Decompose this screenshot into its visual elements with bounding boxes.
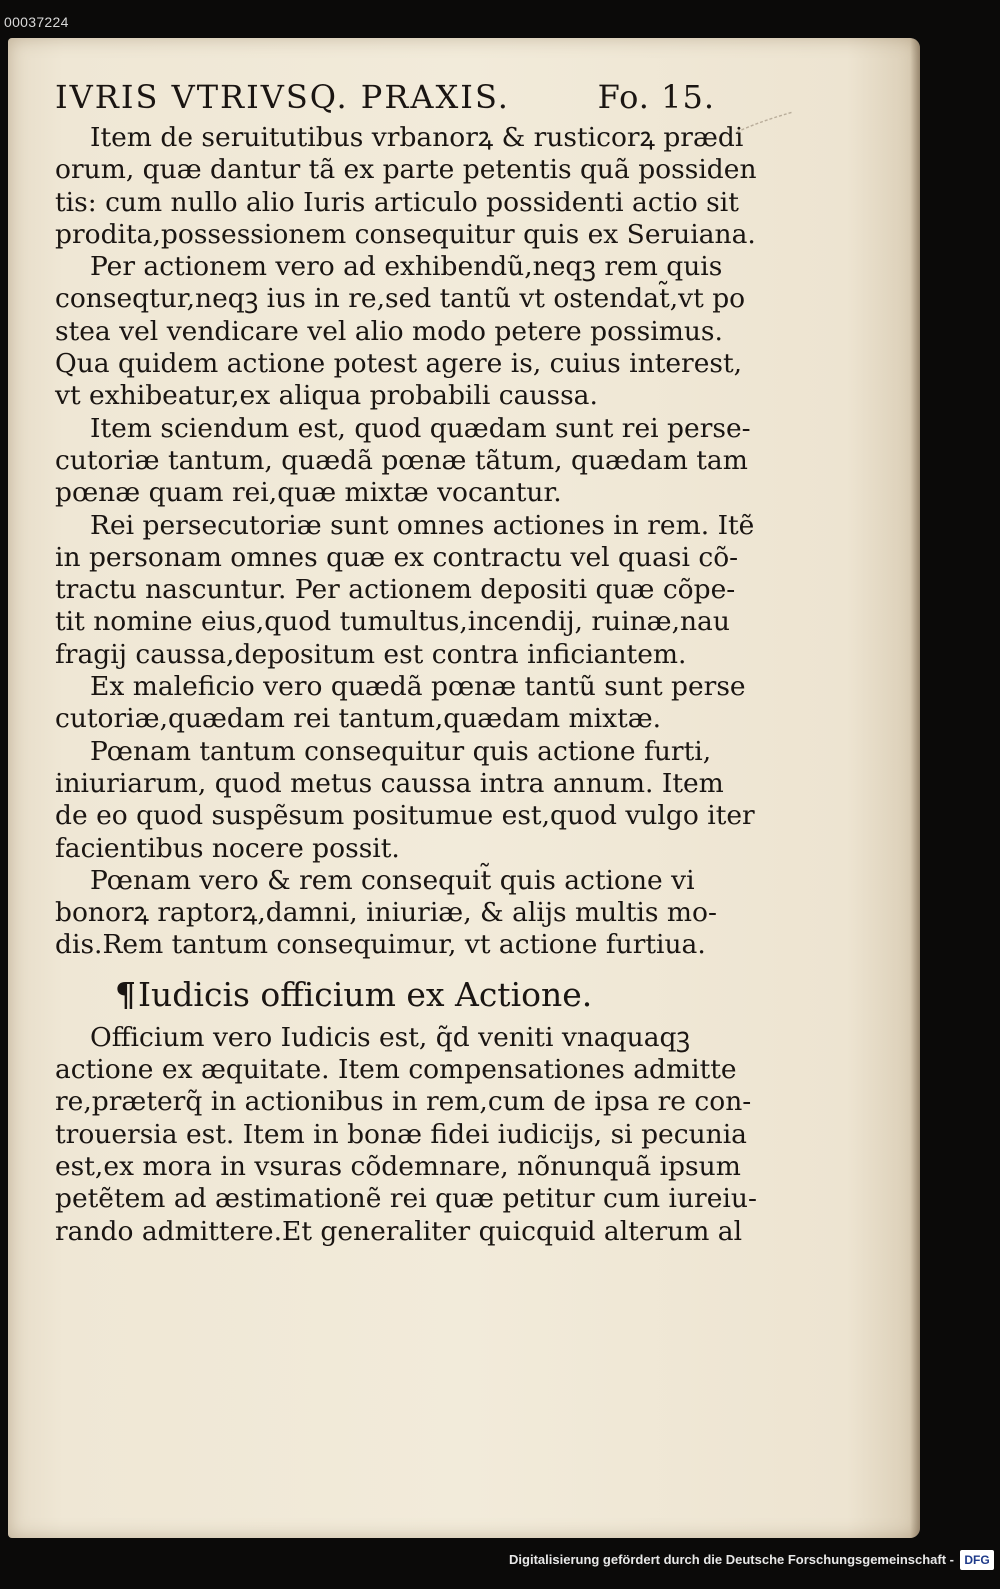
text-line: rando admittere.Et generaliter quicquid alterum al [55, 1215, 743, 1247]
text-line: Per actionem vero ad exhibendũ,neqꝫ rem quis [90, 251, 723, 283]
page-edge-shadow [910, 38, 920, 1538]
dfg-logo: DFG [960, 1550, 994, 1570]
text-line: Ex maleficio vero quædã pœnæ tantũ sunt perse [90, 671, 746, 703]
text-line: est,ex mora in vsuras cõdemnare, nõnunquã ipsum [55, 1150, 741, 1182]
text-line: de eo quod suspẽsum positumue est,quod vulgo iter [55, 800, 755, 832]
text-line: Qua quidem actione potest agere is, cuius interest, [55, 348, 743, 380]
text-line: stea vel vendicare vel alio modo petere possimus. [55, 315, 723, 347]
body-paragraphs [55, 122, 757, 962]
text-line: pœnæ quam rei,quæ mixtæ vocantur. [55, 477, 562, 509]
text-line: orum, quæ dantur tã ex parte petentis quã possiden [55, 154, 757, 186]
text-line: Pœnam vero & rem consequit̃ quis actione vi [90, 864, 695, 896]
text-line: iniuriarum, quod metus caussa intra annum. Item [55, 767, 724, 799]
section-heading-text: Iudicis officium ex Actione. [138, 974, 593, 1014]
section-heading [55, 972, 720, 1018]
text-line: actione ex æquitate. Item compensationes admitte [55, 1054, 737, 1086]
text-line: cutoriæ tantum, quædã pœnæ tãtum, quædam tam [55, 444, 748, 476]
text-line: Officium vero Iudicis est, q̃d veniti vnaquaqꝫ [90, 1021, 691, 1053]
funding-credit: Digitalisierung gefördert durch die Deutsche Forschungsgemeinschaft - [509, 1552, 954, 1567]
text-line: facientibus nocere possit. [55, 832, 400, 864]
text-line: tit nomine eius,quod tumultus,incendij, ruinæ,nau [55, 606, 730, 638]
folio-number: Fo. 15. [597, 78, 715, 116]
text-line: conseqtur,neqꝫ ius in re,sed tantũ vt ostendat̃,vt po [55, 283, 746, 315]
text-line: petẽtem ad æstimationẽ rei quæ petitur cum iureiu- [55, 1183, 757, 1215]
text-line: trouersia est. Item in bonæ fidei iudicijs, si pecunia [55, 1118, 747, 1150]
body-paragraphs-2 [55, 1021, 757, 1248]
text-line: cutoriæ,quædam rei tantum,quædam mixtæ. [55, 703, 662, 735]
text-line: Pœnam tantum consequitur quis actione furti, [90, 735, 712, 767]
text-block [55, 122, 757, 1248]
text-line: Rei persecutoriæ sunt omnes actiones in rem. Itẽ [90, 509, 755, 541]
text-line: tis: cum nullo alio Iuris articulo possidenti actio sit [55, 186, 739, 218]
pencil-mark [735, 110, 795, 134]
text-line: re,præterq̃ in actionibus in rem,cum de ipsa re con- [55, 1086, 752, 1118]
text-line: vt exhibeatur,ex aliqua probabili caussa. [55, 380, 598, 412]
running-head-title: IVRIS VTRIVSQ. PRAXIS. [55, 78, 510, 116]
scan-identifier: 00037224 [4, 14, 69, 30]
text-line: tractu nascuntur. Per actionem depositi quæ cõpe- [55, 574, 736, 606]
text-line: fragij caussa,depositum est contra inficiantem. [55, 638, 687, 670]
text-line: bonorꝝ raptorꝝ,damni, iniuriæ, & alijs multis mo- [55, 897, 717, 929]
text-line: Item de seruitutibus vrbanorꝝ & rusticorꝝ prædi [90, 122, 744, 153]
text-line: dis.Rem tantum consequimur, vt actione furtiua. [55, 929, 706, 961]
text-line: in personam omnes quæ ex contractu vel quasi cõ- [55, 541, 739, 573]
pilcrow-mark: ¶ [115, 974, 136, 1014]
text-line: prodita,possessionem consequitur quis ex Seruiana. [55, 218, 756, 250]
running-head [55, 78, 715, 122]
text-line: Item sciendum est, quod quædam sunt rei perse- [90, 412, 751, 444]
